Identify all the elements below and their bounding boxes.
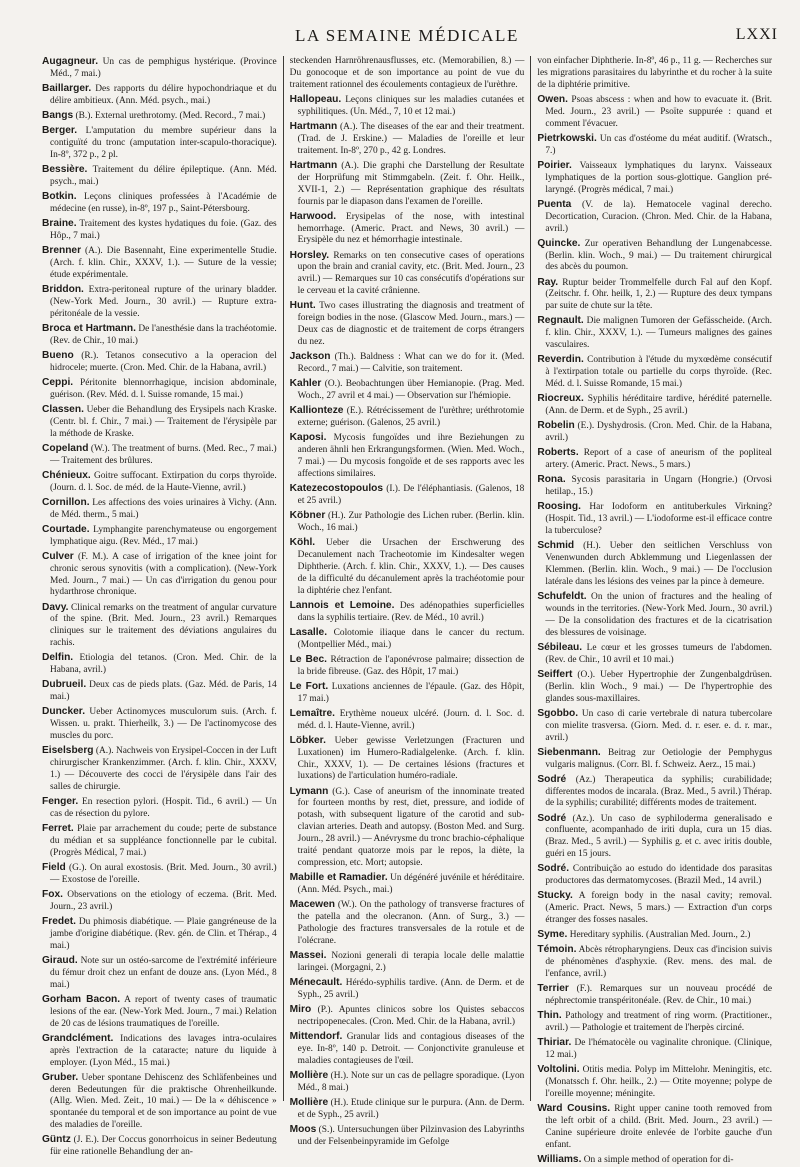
- entry-author: Regnault.: [537, 315, 584, 327]
- bibliography-entry: [537, 238, 772, 275]
- entry-text: Un cas de pemphigus hystérique. (Province Méd., 7 mai.): [50, 57, 277, 79]
- entry-author: Seiffert: [537, 668, 573, 680]
- bibliography-entry: [537, 774, 772, 811]
- entry-author: Grandclément.: [42, 1032, 114, 1044]
- entry-text: Beitrag zur Oetiologie der Pemphygus vulgaris malignus. (Corr. Bl. f. Schweiz. Aerz., 15 mai.): [545, 747, 773, 770]
- entry-author: Sodré: [537, 773, 567, 785]
- bibliography-entry: [537, 708, 772, 745]
- entry-author: Löbker.: [289, 734, 326, 746]
- bibliography-entry: [42, 524, 277, 549]
- entry-text: Traitement des kystes hydatiques du foie. (Gaz. des Hôp., 7 mai.): [50, 219, 277, 241]
- bibliography-entry: [42, 652, 277, 677]
- bibliography-entry: [42, 862, 277, 887]
- bibliography-entry: [290, 405, 525, 430]
- entry-text: (Az.) Therapeutica da syphilis; curabilidade; differentes modos de incarala. (Braz. Med., 5 avril.) Thérap. de la syphilis; curabilité; différents modes de traitement.: [545, 774, 773, 809]
- entry-text: Du phimosis diabétique. — Plaie gangréneuse de la jambe d'origine diabétique. (Rev. gén. de Clin. et Thérap., 4 mai.): [50, 916, 277, 951]
- bibliography-entry: [537, 199, 772, 236]
- entry-author: Brenner: [42, 245, 82, 256]
- entry-text: (A.). Nachweis von Erysipel-Coccen in der Luft chirurgischer Krankenzimmer. (Arch. f. klin. Chir., XXXV, 1.) — Découverte des cocci de l'érysipèle dans l'air des salles de chirurgie.: [50, 746, 277, 792]
- entry-author: Cornillon.: [42, 496, 90, 508]
- bibliography-entry: [290, 1031, 525, 1068]
- bibliography-entry: [290, 950, 525, 975]
- entry-author: Sgobbo.: [537, 707, 579, 719]
- entry-author: Berger.: [42, 125, 78, 137]
- entry-text: Leçons cliniques sur les maladies cutanées et syphilitiques. (Un. Méd., 7, 10 et 12 mai.): [297, 94, 525, 117]
- entry-author: Fenger.: [42, 796, 79, 808]
- entry-text: Rétraction de l'aponévrose palmaire; dissection de la bride fibreuse. (Gaz. des Hôpit, 17 mai.): [297, 654, 525, 677]
- bibliography-entry: [537, 1010, 772, 1035]
- entry-author: Ceppi.: [42, 376, 74, 388]
- entry-author: Köhl.: [289, 536, 316, 548]
- bibliography-entry: [290, 786, 525, 870]
- entry-author: Massei.: [289, 949, 327, 961]
- entry-text: Contribution à l'étude du myxœdème consécutif à l'extirpation totale ou partielle du corps thyroïde. (Rec. Méd. d. l. Suisse Romande, 15 mai.): [545, 355, 773, 390]
- entry-author: Jackson: [289, 351, 331, 363]
- bibliography-entry: [42, 443, 277, 468]
- entry-author: Mollière: [289, 1096, 329, 1108]
- bibliography-entry: [42, 377, 277, 402]
- entry-text: (G.). On aural exostosis. (Brit. Med. Journ., 30 avril.) — Exostose de l'oreille.: [50, 862, 277, 885]
- bibliography-entry: [42, 679, 277, 704]
- entry-text: Right upper canine tooth removed from the left orbit of a child. (Brit. Med. Journ., 23 avril.) — Canine supérieure droite enlevée de l'orbite gauche d'un enfant.: [545, 1104, 773, 1150]
- bibliography-entry: [537, 393, 772, 418]
- bibliography-entry: [290, 1097, 525, 1122]
- entry-author: Owen.: [537, 93, 568, 105]
- bibliography-entry: [537, 1103, 772, 1152]
- bibliography-entry: [42, 497, 277, 522]
- bibliography-entry-continued: [537, 56, 772, 92]
- entry-author: Dubrueil.: [42, 679, 87, 691]
- entry-author: Mabille et Ramadier.: [289, 872, 388, 884]
- bibliography-entry: [42, 284, 277, 321]
- bibliography-entry: [537, 642, 772, 667]
- entry-author: Le Bec.: [289, 653, 328, 665]
- bibliography-entry: [42, 110, 277, 123]
- bibliography-entry: [537, 447, 772, 472]
- entry-text: Un dégénéré juvénile et héréditaire. (Ann. Méd. Psych., mai.): [297, 873, 525, 895]
- bibliography-entry: [290, 899, 525, 948]
- entry-text: Ruptur beider Trommelfelle durch Fal auf den Kopf. (Zeitschr. f. Ohr. heilk, 1, 2.) — Rupture des deux tympans par suite de chute sur la tête.: [545, 277, 773, 312]
- entry-author: Sodré.: [537, 863, 570, 875]
- bibliography-entry: [42, 125, 277, 162]
- bibliography-entry: [537, 540, 772, 589]
- entry-text: Contribuição ao estudo do identidade dos parasitas productores das dermatomycoses. (Brazil Med., 14 avril.): [545, 864, 773, 887]
- page-number: LXXI: [735, 26, 778, 43]
- entry-author: Syme.: [537, 929, 568, 941]
- entry-author: Thiriar.: [537, 1037, 572, 1049]
- entry-author: Field: [42, 861, 66, 873]
- entry-text: Indications des lavages intra-oculaires après l'extraction de la cataracte; nature du liquide à employer. (Lyon Méd., 15 mai.): [50, 1033, 277, 1068]
- entry-text: Clinical remarks on the treatment of angular curvature of the spine. (Brit. Med. Journ., 23 avril.) Remarques cliniques sur le traitement des déviations angulaires du rachis.: [50, 602, 277, 649]
- entry-author: Kallionteze: [289, 405, 344, 417]
- entry-text: Otitis media. Polyp im Mittelohr. Meningitis, etc. (Monatssch f. Ohr. heilk., 2.) — Otite moyenne; polype de l'oreille moyenne; méningite.: [545, 1065, 773, 1100]
- entry-text: (H.). Zur Pathologie des Lichen ruber. (Berlin. klin. Woch., 16 mai.): [297, 510, 525, 533]
- entry-author: Harwood.: [289, 210, 337, 222]
- bibliography-entry: [42, 551, 277, 600]
- bibliography-entry: [42, 245, 277, 282]
- entry-author: Quincke.: [537, 237, 581, 249]
- entry-text: (R.). Tetanos consecutivo a la operacion del hidrocele; muerte. (Cron. Med. Chir. de la Habana, avril.): [50, 350, 277, 373]
- entry-author: Bueno: [42, 349, 74, 361]
- bibliography-entry: [290, 250, 525, 299]
- bibliography-entry: [290, 1004, 525, 1029]
- entry-author: Pietrkowski.: [537, 132, 597, 144]
- entry-author: Horsley.: [289, 249, 330, 261]
- entry-author: Voltolini.: [537, 1064, 580, 1076]
- running-title: LA SEMAINE MÉDICALE: [295, 26, 519, 45]
- entry-text: Ueber die Ursachen der Erschwerung des Decanulement nach Tracheotomie im Kindesalter wegen Diphtherie. (Arch. f. klin. Chir., XXXV, 1.). — Des causes de la difficulté du décanulement après la trachéotomie pour la diphtérie chez l'enfant.: [297, 537, 525, 596]
- bibliography-columns: [36, 56, 778, 1165]
- entry-author: Davy.: [42, 601, 69, 613]
- entry-text: steckenden Harnröhrenausflusses, etc. (Memorabilien, 8.) — Du gonocoque et de son importance au point de vue du traitement rationnel des écoulements contagieux de l'urèthre.: [289, 56, 525, 90]
- entry-text: (S.). Untersuchungen über Pilzinvasion des Labyrinths und der Felsenbeinpyramide im Gefolge: [297, 1124, 525, 1147]
- bibliography-entry: [290, 510, 525, 535]
- entry-text: Granular lids and contagious diseases of the eye. In-8º, 140 p. Detroit. — Conjonctivite granuleuse et maladies contagieuses de l'œil.: [297, 1031, 525, 1066]
- entry-author: Duncker.: [42, 706, 86, 718]
- entry-text: Observations on the etiology of eczema. (Brit. Med. Journ., 23 avril.): [50, 889, 277, 912]
- entry-author: Puenta: [537, 198, 572, 210]
- bibliography-entry: [290, 432, 525, 481]
- entry-author: Hallopeau.: [289, 93, 342, 105]
- entry-text: Les affections des voies urinaires à Vichy. (Ann. de Méd. therm., 5 mai.): [50, 497, 277, 520]
- entry-author: Macewen: [289, 899, 335, 911]
- entry-text: Ueber gewisse Verletzungen (Fracturen und Luxationen) im Humero-Radialgelenke. (Arch. f. klin. Chir., XXXV, 1). — De certaines lésions (fractures et luxations) de l'articulation huméro-radiale.: [297, 735, 525, 782]
- page-header: [36, 0, 778, 56]
- bibliography-entry: [42, 1072, 277, 1133]
- column-right: [530, 56, 778, 1165]
- bibliography-entry: [290, 872, 525, 897]
- bibliography-entry-continued: [290, 56, 525, 92]
- bibliography-entry: [42, 56, 277, 81]
- entry-text: (Az.). Un caso de syphiloderma generalisado e confluente, acompanhado de iriti dupla, cura un 15 dias. (Braz. Med., 5 avril.) — Syphilis g. et c. avec iritis double, guéri en 15 jours.: [545, 813, 773, 860]
- entry-author: Riocreux.: [537, 393, 584, 405]
- entry-author: Lasalle.: [289, 626, 328, 638]
- entry-text: On a simple method of operation for di-: [581, 1154, 734, 1165]
- bibliography-entry: [290, 600, 525, 625]
- bibliography-entry: [290, 654, 525, 679]
- entry-text: (V. de la). Hematocele vaginal derecho. Decortication, Curacion. (Chron. Med. Chir. de la Habana, avril.): [545, 199, 773, 234]
- entry-author: Moos: [289, 1123, 317, 1135]
- entry-text: Extra-peritoneal rupture of the urinary bladder. (New-York Med. Journ., 30 avril.) — Rupture extra-péritonéale de la vessie.: [50, 284, 277, 319]
- entry-author: Hunt.: [289, 300, 316, 312]
- entry-text: Péritonite blennorrhagique, incision abdominale, guérison. (Rev. Méd. d. l. Suisse romande, 15 mai.): [50, 377, 277, 400]
- entry-text: (W.). The treatment of burns. (Med. Rec., 7 mai.) — Traitement des brûlures.: [50, 443, 277, 466]
- bibliography-entry: [537, 983, 772, 1008]
- entry-text: A report of twenty cases of traumatic lesions of the ear. (New-York Med. Journ., 7 mai.) Relation de 20 cas de lésions traumatiques de l'oreille.: [50, 994, 277, 1029]
- entry-author: Fredet.: [42, 915, 76, 927]
- entry-author: Bangs: [42, 110, 74, 121]
- entry-author: Robelin: [537, 420, 575, 432]
- entry-author: Fox.: [42, 888, 63, 900]
- bibliography-entry: [42, 823, 277, 860]
- entry-text: (O.). Ueber Hypertrophie der Zungenbalgdrüsen. (Berlin. klin Woch., 9 mai.) — De l'hypertrophie des glandes sous-maxillaires.: [545, 669, 773, 704]
- entry-author: Lemaître.: [289, 707, 335, 719]
- entry-text: Nozioni generali di terapia locale delle malattie laringei. (Morgagni, 2.): [297, 950, 525, 973]
- entry-text: Ueber spontane Dehiscenz des Schläfenbeines und deren Bedeutungen für die praktische Ohrenheilkunde. (Allg. Wien. Med. Zeit., 10 mai.) — De la « déhiscence » spontanée du temporal et de son importance au point de vue des maladies de l'oreille.: [50, 1072, 277, 1131]
- bibliography-entry: [537, 747, 772, 772]
- entry-text: Pathology and treatment of ring worm. (Practitioner., avril.) — Pathologie et traitement de l'herpès circiné.: [545, 1011, 773, 1034]
- entry-author: Gorham Bacon.: [42, 993, 121, 1005]
- entry-text: Syphilis héréditaire tardive, hérédité paternelle. (Ann. de Derm. et de Syph., 25 avril.): [545, 394, 773, 417]
- entry-text: Die malignen Tumoren der Gefässcheide. (Arch. f. klin. Chir., XXXV, 1.). — Tumeurs malignes des gaines vasculaires.: [545, 316, 773, 351]
- bibliography-entry: [290, 537, 525, 598]
- bibliography-entry: [290, 735, 525, 784]
- entry-author: Poirier.: [537, 159, 572, 171]
- entry-text: Leçons cliniques professées à l'Académie de médecine (en russe), in-8º, 197 p., Saint-Pétersbourg.: [50, 192, 277, 214]
- entry-text: (A.). Die graphi che Darstellung der Resultate der Horprüfung mit Stimmgabeln. (Zeit. f. Ohr. Heilk., XVII-1, 2.) — Représentation graphique des résultats fournis par le diapason dans l'examen de l'oreille.: [297, 160, 525, 207]
- entry-author: Lymann: [289, 785, 329, 797]
- entry-text: Vaisseaux lymphatiques du larynx. Vaisseaux lymphatiques de la portion sous-glottique. Ganglion pré-laryngé. (Progrès médical, 7 mai.): [545, 160, 773, 195]
- column-middle: [283, 56, 531, 1147]
- entry-author: Reverdin.: [537, 354, 584, 366]
- bibliography-entry: [290, 211, 525, 248]
- bibliography-entry: [290, 708, 525, 733]
- entry-author: Augagneur.: [42, 56, 99, 67]
- bibliography-entry: [290, 681, 525, 706]
- bibliography-entry: [290, 977, 525, 1002]
- entry-author: Lannois et Lemoine.: [289, 599, 395, 611]
- entry-text: (J. E.). Der Coccus gonorrhoicus in seiner Bedeutung für eine rationelle Behandlung der an-: [50, 1135, 277, 1158]
- entry-author: Copeland: [42, 442, 89, 454]
- bibliography-entry: [537, 315, 772, 352]
- entry-text: Ueber Actinomyces musculorum suis. (Arch. f. Wissen. u. prakt. Thierheilk, 3.) — De l'actinomycose des muscles du porc.: [50, 707, 277, 742]
- entry-author: Kaposi.: [289, 432, 327, 444]
- entry-text: von einfacher Diphtherie. In-8º, 46 p., 11 g. — Recherches sur les migrations parasitaires du labyrinthe et du rocher à la suite de la diphtérie primitive.: [537, 56, 773, 90]
- entry-text: Ueber die Behandlung des Erysipels nach Kraske. (Centr. bl. f. Chir., 7 mai.) — Traitement de l'érysipèle par la méthode de Kraske.: [50, 404, 277, 439]
- bibliography-entry: [537, 277, 772, 314]
- bibliography-entry: [42, 191, 277, 216]
- entry-author: Williams.: [537, 1153, 582, 1165]
- entry-text: Mycosis fungoïdes und ihre Beziehungen zu anderen ähnli hen Erkrangungsformen. (Wien. Med. Woch., 7 mai.) — Du mycosis fongoïde et de ses rapports avec les affections similaires.: [297, 433, 525, 479]
- bibliography-entry: [290, 121, 525, 158]
- entry-text: (O.). Beobachtungen über Hemianopie. (Prag. Med. Woch., 27 avril et 4 mai.) — Observation sur l'hémiopie.: [297, 379, 525, 402]
- entry-author: Braine.: [42, 218, 77, 229]
- entry-author: Ferret.: [42, 823, 74, 835]
- entry-author: Thin.: [537, 1010, 562, 1022]
- bibliography-entry: [537, 133, 772, 158]
- entry-text: Erythème noueux ulcéré. (Journ. d. l. Soc. d. méd. d. l. Haute-Vienne, avril.): [297, 708, 525, 731]
- bibliography-entry: [42, 323, 277, 348]
- entry-text: Hereditary syphilis. (Australian Med. Journ., 2.): [567, 930, 751, 941]
- entry-author: Kahler: [289, 378, 322, 390]
- entry-author: Roberts.: [537, 447, 579, 459]
- entry-author: Giraud.: [42, 954, 78, 966]
- bibliography-entry: [42, 404, 277, 441]
- entry-author: Terrier: [537, 983, 569, 995]
- bibliography-entry: [42, 889, 277, 914]
- entry-text: (Th.). Baldness : What can we do for it. (Med. Record., 7 mai.) — Calvitie, son traitement.: [297, 352, 525, 375]
- entry-author: Hartmann: [289, 159, 338, 171]
- bibliography-entry: [42, 796, 277, 821]
- bibliography-entry: [537, 501, 772, 538]
- entry-text: (H.). Ueber den seitlichen Verschluss von Venenwunden durch Abklemmung und Liegenlassen der Klemmen. (Berlin. klin. Woch., 9 mai.) — De l'occlusion latérale dans les lésions des veines par la pince à demeure.: [545, 541, 773, 587]
- entry-text: (B.). External urethrotomy. (Med. Record., 7 mai.): [73, 111, 266, 121]
- entry-author: Stucky.: [537, 890, 573, 902]
- entry-author: Ward Cousins.: [537, 1103, 611, 1115]
- entry-text: Colotomie iliaque dans le cancer du rectum. (Montpellier Méd., mai.): [297, 627, 525, 650]
- entry-text: Psoas abscess : when and how to evacuate it. (Brit. Med. Journ., 23 avril.) — Psoïte suppurée : quand et comment l'évacuer.: [545, 94, 773, 129]
- bibliography-entry: [290, 351, 525, 376]
- entry-text: Note sur un ostéo-sarcome de l'extrémité inférieure du fémur droit chez un enfant de douze ans. (Lyon Méd., 8 mai.): [50, 955, 277, 990]
- entry-text: Deux cas de pieds plats. (Gaz. Méd. de Paris, 14 mai.): [50, 680, 277, 703]
- entry-text: (W.). On the pathology of transverse fractures of the patella and the olecranon. (Ann. of Surg., 3.) — Pathologie des fractures transversales de la rotule et de l'olécrane.: [297, 900, 525, 946]
- entry-author: Gruber.: [42, 1071, 79, 1083]
- bibliography-entry: [42, 1033, 277, 1070]
- entry-author: Baillarger.: [42, 83, 92, 94]
- bibliography-entry: [537, 1037, 772, 1062]
- entry-author: Köbner: [289, 509, 326, 521]
- entry-text: (P.). Apuntes clinicos sobre los Quistes sebaccos nectripopenecales. (Cron. Med. Chir. de la Habana, avril.): [297, 1004, 525, 1027]
- entry-author: Siebenmann.: [537, 746, 601, 758]
- bibliography-entry: [42, 218, 277, 243]
- entry-text: (F. M.). A case of irrigation of the knee joint for chronic serous synovitis (with a complication). (New-York Med. Journ., 7 mai.) — Un cas d'irrigation du genou pour hydarthrose chronique.: [50, 551, 277, 598]
- bibliography-entry: [290, 378, 525, 403]
- bibliography-entry: [42, 470, 277, 495]
- entry-text: (G.). Case of aneurism of the innominate treated for fourteen months by rest, diet, pressure, and iodide of potash, with subsequent ligature of the carotid and sub-clavian arteries. Death and autopsy. (Boston Med. and Surg. Journ., 28 avril.) — Anévrysme du tronc brachio-céphalique traité pendant quatorze mois par le repos, la diète, la compression, etc. Mort; autopsie.: [297, 786, 525, 868]
- entry-author: Témoin.: [537, 944, 577, 956]
- entry-text: Report of a case of aneurism of the popliteal artery. (Americ. Pract. News., 5 mars.): [545, 448, 773, 471]
- bibliography-entry: [42, 916, 277, 953]
- entry-author: Miro: [289, 1003, 312, 1015]
- entry-text: (E.). Rétrécissement de l'urèthre; uréthrotomie externe; guérison. (Galenos, 25 avril.): [297, 406, 525, 429]
- entry-text: (A.). Die Basennaht, Eine experimentelle Studie. (Arch. f. klin. Chir., XXXV, 1.). — Suture de la vessie; étude expérimentale.: [50, 246, 277, 280]
- bibliography-entry: [290, 1124, 525, 1149]
- entry-text: Traitement du délire épileptique. (Ann. Méd. psych., mai.): [50, 165, 277, 187]
- entry-author: Chénieux.: [42, 469, 91, 481]
- bibliography-entry: [537, 420, 772, 445]
- entry-author: Ray.: [537, 276, 559, 288]
- entry-author: Mittendorf.: [289, 1030, 343, 1042]
- bibliography-entry: [42, 1134, 277, 1159]
- bibliography-entry: [537, 160, 772, 197]
- bibliography-entry: [42, 706, 277, 743]
- entry-author: Roosing.: [537, 501, 581, 513]
- entry-text: Remarks on ten consecutive cases of operations upon the brain and cranial cavity, etc. (Brit. Med. Journ., 23 avril.) — Remarques sur 10 cas consécutifs d'opérations sur le cerveau et la cavité crânienne.: [297, 250, 525, 297]
- entry-text: Har Iodoform en antituberkules Virkning? (Hospit. Tid., 13 avril.) — L'iodoforme est-il efficace contre la tuberculose?: [545, 502, 773, 537]
- entry-text: De l'hématocèle ou vaginalite chronique. (Clinique, 12 mai.): [545, 1038, 773, 1061]
- entry-text: Luxations anciennes de l'épaule. (Gaz. des Hôpit, 17 mai.): [297, 681, 525, 704]
- entry-text: Lymphangite parenchymateuse ou engorgement lymphatique aigu. (Rev. Méd., 17 mai.): [50, 524, 277, 547]
- entry-text: On the union of fractures and the healing of wounds in the territories. (New-York Med. Journ., 30 avril.) — De la consolidation des fractures et de la cicatrisation des blessures de voisinage.: [545, 591, 773, 638]
- entry-text: Le cœur et les grosses tumeurs de l'abdomen. (Rev. de Chir., 10 avril et 10 mai.): [545, 642, 773, 665]
- bibliography-entry: [42, 602, 277, 651]
- entry-text: Hérédo-syphilis tardive. (Ann. de Derm. et de Syph., 25 avril.): [297, 977, 525, 1000]
- entry-text: (A.). The diseases of the ear and their treatment. (Trad. de J. Erskine.) — Maladies de l'oreille et leur traitement. In-8º, 270 p., 42 g. Londres.: [297, 121, 525, 156]
- column-left: [36, 56, 283, 1158]
- entry-author: Mollière: [289, 1069, 329, 1081]
- entry-author: Eiselsberg: [42, 745, 94, 757]
- entry-text: (H.). Note sur un cas de pellagre sporadique. (Lyon Méd., 8 mai.): [297, 1070, 525, 1093]
- entry-text: Sycosis parasitaria in Ungarn (Hongrie.) (Orvosi hetilap., 15.): [545, 475, 773, 498]
- bibliography-entry: [290, 94, 525, 119]
- entry-text: En resection pylori. (Hospit. Tid., 6 avril.) — Un cas de résection du pylore.: [50, 797, 277, 819]
- bibliography-entry: [42, 994, 277, 1031]
- entry-author: Le Fort.: [289, 680, 329, 692]
- entry-text: (E.). Dyshydrosis. (Cron. Med. Chir. de la Habana, avril.): [545, 421, 773, 444]
- entry-text: Goitre suffocant. Extirpation du corps thyroïde. (Journ. d. l. Soc. de méd. de la Haute-Vienne, avril.): [50, 470, 277, 493]
- entry-author: Sébileau.: [537, 641, 583, 653]
- entry-author: Courtade.: [42, 523, 90, 535]
- entry-author: Hartmann: [289, 120, 338, 132]
- entry-text: Un caso di carie vertebrale di natura tubercolare con mielite trasversa. (Giorn. Med. d. r. eser. e. d. r. mar., avril.): [545, 708, 773, 743]
- bibliography-entry: [42, 83, 277, 108]
- bibliography-entry: [290, 627, 525, 652]
- bibliography-entry: [290, 1070, 525, 1095]
- entry-author: Schmid: [537, 540, 575, 552]
- bibliography-entry: [537, 890, 772, 927]
- entry-author: Rona.: [537, 474, 566, 486]
- entry-author: Schufeldt.: [537, 590, 587, 602]
- bibliography-entry: [42, 955, 277, 992]
- entry-author: Ménecault.: [289, 976, 343, 988]
- bibliography-entry: [537, 929, 772, 942]
- entry-author: Katezecostopoulos: [289, 482, 384, 494]
- entry-text: L'amputation du membre supérieur dans la contiguïté du tronc (amputation inter-scapulo-thoracique). In-8º, 372 p., 2 pl.: [50, 126, 277, 160]
- entry-author: Classen.: [42, 403, 84, 415]
- bibliography-entry: [42, 745, 277, 794]
- entry-author: Sodré: [537, 812, 567, 824]
- entry-text: Abcès rétropharyngiens. Deux cas d'incision suivis de phénomènes d'asphyxie. (Rev. mens. des mal. de l'enfance, avril.): [545, 945, 773, 980]
- bibliography-entry: [537, 1064, 772, 1101]
- bibliography-entry: [42, 350, 277, 375]
- bibliography-entry: [290, 483, 525, 508]
- bibliography-entry: [537, 813, 772, 862]
- bibliography-entry: [537, 591, 772, 640]
- entry-author: Delfin.: [42, 652, 74, 664]
- entry-text: (F.). Remarques sur un nouveau procédé de néphrectomie transpéritonéale. (Rev. de Chir., 10 mai.): [545, 984, 773, 1007]
- entry-author: Güntz: [42, 1134, 71, 1146]
- entry-text: Des adénopathies superficielles dans la syphilis tertiaire. (Rev. de Méd., 10 avril.): [297, 600, 525, 623]
- bibliography-entry: [537, 474, 772, 499]
- entry-text: Two cases illustrating the diagnosis and treatment of foreign bodies in the nose. (Glascow Med. Journ., mars.) — Deux cas de diagnostic et de traitement de corps étrangers du nez.: [297, 301, 525, 348]
- entry-author: Briddon.: [42, 283, 84, 295]
- entry-text: Erysipelas of the nose, with intestinal hemorrhage. (Americ. Pract. and News, 30 avril.) — Erysipèle du nez et hémorrhagie intestinale.: [297, 211, 525, 246]
- entry-author: Broca et Hartmann.: [42, 322, 136, 334]
- entry-text: Un cas d'ostéome du méat auditif. (Wratsch., 7.): [545, 133, 773, 156]
- bibliography-entry: [42, 164, 277, 189]
- bibliography-entry: [537, 863, 772, 888]
- entry-text: A foreign body in the nasal cavity; removal. (Americ. Pract. News, 5 mars.) — Extraction d'un corps étranger des fosses nasales.: [545, 891, 773, 926]
- bibliography-entry: [537, 669, 772, 706]
- bibliography-entry: [537, 94, 772, 131]
- bibliography-entry: [537, 944, 772, 981]
- bibliography-entry: [290, 300, 525, 349]
- entry-text: De l'anesthésie dans la trachéotomie. (Rev. de Chir., 10 mai.): [50, 323, 277, 346]
- entry-text: (H.). Etude clinique sur le purpura. (Ann. de Derm. et de Syph., 25 avril.): [297, 1097, 525, 1120]
- entry-text: Des rapports du délire hypochondriaque et du délire ambitieux. (Ann. Méd. psych., mai.): [50, 84, 277, 106]
- entry-author: Culver: [42, 550, 74, 562]
- bibliography-entry: [290, 160, 525, 209]
- bibliography-entry: [537, 354, 772, 391]
- entry-text: (I.). De l'éléphantiasis. (Galenos, 18 et 25 avril.): [297, 483, 525, 506]
- entry-text: Etiologia del tetanos. (Cron. Med. Chir. de la Habana, avril.): [50, 653, 277, 676]
- entry-author: Botkin.: [42, 191, 77, 202]
- entry-text: Zur operativen Behandlung der Lungenabcesse. (Berlin. klin. Woch., 9 mai.) — Du traitement chirurgical des abcès du poumon.: [545, 238, 773, 273]
- entry-author: Bessière.: [42, 164, 88, 175]
- entry-text: Plaie par arrachement du coude; perte de substance du médian et sa suppléance fonctionnelle par le cubital. (Progrès Médical, 7 mai.): [50, 824, 277, 858]
- bibliography-entry: [537, 1154, 772, 1167]
